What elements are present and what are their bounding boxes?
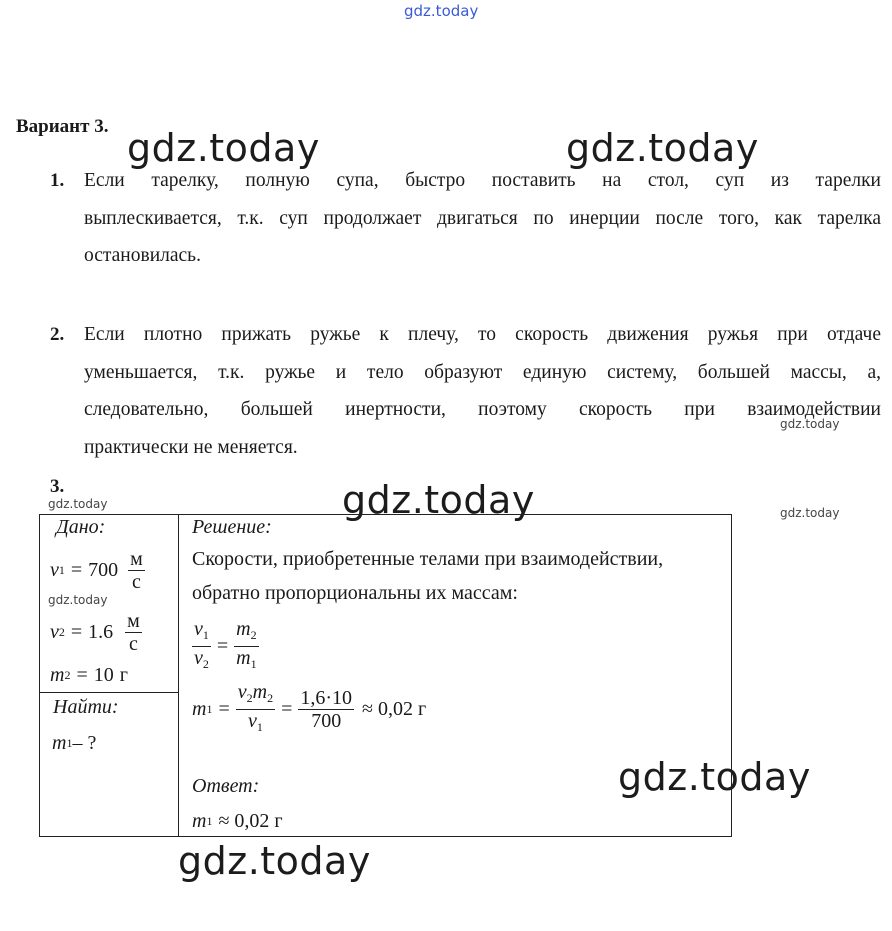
answer-value: m 1 ≈ 0,02 г [192, 810, 283, 832]
given-m2: m 2 = 10 г [50, 664, 128, 686]
problem-number: 3. [50, 476, 65, 497]
solution-title: Решение: [192, 516, 272, 538]
text-line: следовательно, большей инертности, поэтому скорость при взаимодействии [84, 399, 881, 420]
find-value: m 1 – ? [52, 732, 97, 754]
problem-number: 1. [50, 170, 65, 191]
table-divider-horizontal [39, 692, 179, 693]
watermark-small: gdz.today [780, 506, 840, 520]
watermark-small: gdz.today [48, 593, 108, 607]
problem-2-text [84, 316, 881, 466]
calc-formula: m 1 = $\frac{v_2m_2}{v_1}$ = $\frac{1,6\cdot 10}{700}$ ≈ 0,02 г [192, 681, 426, 738]
text-line: выплескивается, т.к. суп продолжает двигаться по инерции после того, как тарелка [84, 207, 881, 229]
fraction-v1-v2: $\frac{v_1}{v_2}$ [194, 618, 209, 671]
watermark-small: gdz.today [48, 497, 108, 511]
watermark-large: gdz.today [178, 839, 371, 883]
find-title: Найти: [53, 696, 119, 718]
text-line: Если плотно прижать ружье к плечу, то скорость движения ружья при отдаче [84, 324, 881, 345]
given-v1: v 1 = 700 $\frac{м}{с}$ [50, 548, 143, 593]
text-line: уменьшается, т.к. ружье и тело образуют единую систему, большей массы, а, [84, 361, 881, 383]
ratio-formula: $\frac{v_1}{v_2}$ = $\frac{m_2}{m_1}$ [192, 618, 259, 675]
fraction-m2-m1: $\frac{m_2}{m_1}$ [236, 618, 257, 671]
watermark-small: gdz.today [780, 417, 840, 431]
fraction-v2m2-v1: $\frac{v_2m_2}{v_1}$ [237, 681, 274, 734]
fraction-numeric: $\frac{1,6\cdot 10}{700}$ [300, 687, 353, 732]
solution-line-2: обратно пропорциональны их массам: [192, 582, 518, 604]
watermark-large: gdz.today [127, 126, 320, 170]
problem-1-text [84, 162, 881, 275]
unit-fraction: $\frac{м}{с}$ [127, 610, 140, 655]
watermark-large: gdz.today [618, 755, 811, 799]
text-line: Если тарелку, полную супа, быстро поставить на стол, суп из тарелки [84, 170, 881, 191]
unit-fraction: $\frac{м}{с}$ [130, 548, 143, 593]
text-line: остановилась. [84, 245, 201, 266]
problem-number: 2. [50, 324, 65, 345]
text-line: практически не меняется. [84, 436, 298, 458]
solution-line-1: Скорости, приобретенные телами при взаимодействии, [192, 548, 664, 570]
given-title: Дано: [56, 516, 106, 538]
table-divider-vertical [178, 514, 179, 837]
watermark-top: gdz.today [404, 2, 479, 20]
given-v2: v 2 = 1.6 $\frac{м}{с}$ [50, 610, 140, 655]
variant-heading: Вариант 3. [16, 116, 109, 137]
watermark-large: gdz.today [342, 478, 535, 522]
answer-title: Ответ: [192, 775, 260, 797]
watermark-large: gdz.today [566, 126, 759, 170]
